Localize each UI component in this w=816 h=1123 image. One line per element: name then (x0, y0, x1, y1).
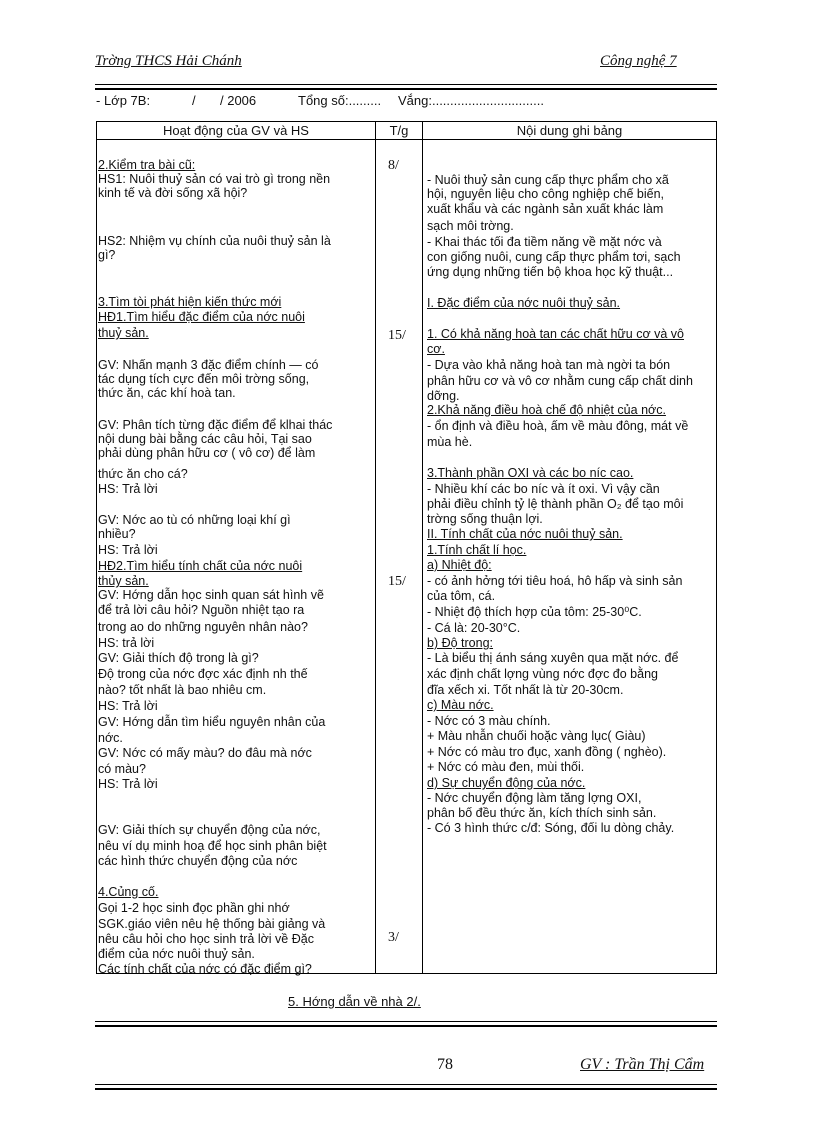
activity-line: GV: Giải thích độ trong là gì? (98, 651, 259, 665)
time-mark: 15/ (388, 574, 406, 589)
header-activities: Hoạt động của GV và HS (97, 122, 376, 140)
content-line: - Nuôi thuỷ sản cung cấp thực phẩm cho xã (427, 173, 669, 187)
activity-line: nêu câu hỏi cho học sinh trả lời về Đặc (98, 932, 314, 946)
header-time: T/g (376, 122, 423, 140)
content-line: phải điều chỉnh tỷ lệ thành phần O₂ để tạo môi (427, 497, 684, 511)
time-mark: 8/ (388, 158, 399, 173)
content-line: hội, nguyên liệu cho công nghiệp chế biến, (427, 187, 664, 201)
activity-line: để trả lời câu hỏi? Nguồn nhiệt tạo ra (98, 603, 305, 617)
activity-line: nêu ví dụ minh hoạ để học sinh phân biệt (98, 839, 327, 853)
activity-line: thức ăn cho cá? (98, 467, 188, 481)
activity-line: HS: Trả lời (98, 777, 158, 791)
content-line: của tôm, cá. (427, 589, 496, 603)
activity-line: điểm của nớc nuôi thuỷ sản. (98, 947, 255, 961)
activity-line: HS: Trả lời (98, 699, 158, 713)
content-line: - Nớc chuyển động làm tăng lợng OXI, (427, 791, 642, 805)
activity-line: HS: Trả lời (98, 543, 158, 557)
activity-line: các hình thức chuyển động của nớc (98, 854, 298, 868)
content-line: trờng sống thuận lợi. (427, 512, 543, 526)
class-label: - Lớp 7B: (96, 93, 151, 108)
school-name: Trờng THCS Hải Chánh (95, 53, 242, 69)
activity-line: GV: Hớng dẫn tìm hiểu nguyên nhân của (98, 715, 326, 729)
activity-line: SGK.giáo viên nêu hệ thống bài giảng và (98, 917, 326, 931)
content-line: xác định chất lợng vùng nớc đợc đo bằng (427, 667, 658, 681)
content-line: c) Màu nớc. (427, 698, 494, 712)
content-line: sạch môi trờng. (427, 219, 514, 233)
content-line: - có ảnh hởng tới tiêu hoá, hô hấp và sinh sản (427, 574, 683, 588)
teacher-name: GV : Trần Thị Cẩm (580, 1056, 705, 1073)
activity-line: GV: Hớng dẫn học sinh quan sát hình vẽ (98, 588, 324, 602)
activity-line: HS2: Nhiệm vụ chính của nuôi thuỷ sản là (98, 234, 331, 248)
content-line: dỡng. (427, 389, 460, 403)
activity-line: HS: trả lời (98, 636, 155, 650)
content-line: ứng dụng những tiến bộ khoa học kỹ thuật... (427, 265, 674, 279)
date-year: / 2006 (220, 93, 257, 108)
activity-line: GV: Nhấn mạnh 3 đặc điểm chính — có (98, 358, 319, 372)
activity-line: GV: Phân tích từng đặc điểm để klhai thác (98, 418, 333, 432)
content-line: 1.Tính chất lí học. (427, 543, 527, 557)
activity-line: kinh tế và đời sống xã hội? (98, 186, 248, 200)
homework-guidance: 5. Hớng dẫn về nhà 2/. (288, 994, 421, 1009)
time-mark: 15/ (388, 328, 406, 343)
activity-line: 3.Tìm tòi phát hiện kiến thức mới (98, 295, 282, 309)
activity-line: nhiều? (98, 527, 136, 541)
content-line: - ổn định và điều hoà, ấm về màu đông, mát về (427, 419, 689, 433)
absent-count: Vắng:............................... (398, 93, 544, 108)
content-line: - Nớc có 3 màu chính. (427, 714, 551, 728)
activity-line: HS1: Nuôi thuỷ sản có vai trò gì trong nền (98, 172, 331, 186)
activity-line: phải dùng phân hữu cơ ( vô cơ) để làm (98, 446, 316, 460)
content-line: 2.Khả năng điều hoà chế độ nhiệt của nớc. (427, 403, 666, 417)
activity-line: có màu? (98, 762, 146, 776)
activity-line: gì? (98, 248, 116, 262)
content-line: - Có 3 hình thức c/đ: Sóng, đối lu dòng chảy. (427, 821, 675, 835)
footer-bottom-rule (95, 1084, 717, 1085)
footer-rule-thick (95, 1025, 717, 1027)
content-line: - Nhiều khí các bo níc và ít oxi. Vì vậy cần (427, 482, 660, 496)
content-line: + Nớc có màu đen, mùi thối. (427, 760, 585, 774)
activity-line: GV: Giải thích sự chuyển động của nớc, (98, 823, 321, 837)
activity-line: Gọi 1-2 học sinh đọc phần ghi nhớ (98, 901, 290, 915)
activity-line: 2.Kiểm tra bài cũ: (98, 158, 196, 172)
content-line: con giống nuôi, cung cấp thực phẩm tơi, sạch (427, 250, 681, 264)
content-line: - Khai thác tối đa tiềm năng về mặt nớc và (427, 235, 662, 249)
activity-line: nớc. (98, 731, 123, 745)
table-header-row (97, 122, 717, 140)
content-line: phân bố đều thức ăn, kích thích sinh sản. (427, 806, 657, 820)
activity-line: HS: Trả lời (98, 482, 158, 496)
activity-line: GV: Nớc ao tù có những loại khí gì (98, 513, 291, 527)
activity-line: nội dung bài bằng các câu hỏi, Tại sao (98, 432, 312, 446)
date-slash: / (192, 93, 196, 108)
content-line: I. Đặc điểm của nớc nuôi thuỷ sản. (427, 296, 621, 310)
content-line: phân hữu cơ và vô cơ nhằm cung cấp chất dinh (427, 374, 693, 388)
activity-line: 4.Củng cố. (98, 885, 159, 899)
content-line: + Nớc có màu tro đục, xanh đồng ( nghèo). (427, 745, 667, 759)
time-column (376, 140, 422, 973)
content-line: mùa hè. (427, 435, 473, 449)
activity-line: HĐ2.Tìm hiểu tính chất của nớc nuôi (98, 559, 303, 573)
content-line: - Dựa vào khả năng hoà tan mà ngời ta bón (427, 358, 671, 372)
content-column (423, 140, 716, 973)
header-content: Nội dung ghi bảng (423, 122, 717, 140)
content-line: b) Độ trong: (427, 636, 494, 650)
header-rule-thick (95, 88, 717, 90)
activity-line: thủy sản. (98, 574, 149, 588)
content-line: + Màu nhẫn chuối hoặc vàng lục( Giàu) (427, 729, 646, 743)
activity-line: thức ăn, các khí hoà tan. (98, 386, 236, 400)
activity-line: HĐ1.Tìm hiểu đặc điểm của nớc nuôi (98, 310, 305, 324)
content-line: 1. Có khả năng hoà tan các chất hữu cơ và vô (427, 327, 685, 341)
activity-line: trong ao do những nguyên nhân nào? (98, 620, 308, 634)
activity-line: Các tính chất của nớc có đặc điểm gì? (98, 962, 312, 976)
content-line: - Nhiệt độ thích hợp của tôm: 25-30⁰C. (427, 605, 642, 619)
page-number: 78 (437, 1056, 453, 1073)
content-line: II. Tính chất của nớc nuôi thuỷ sản. (427, 527, 623, 541)
subject-name: Công nghệ 7 (600, 53, 677, 69)
activity-line: thuỷ sản. (98, 326, 149, 340)
footer-bottom-rule-thick (95, 1088, 717, 1090)
time-mark: 3/ (388, 930, 399, 945)
content-line: d) Sự chuyển động của nớc. (427, 776, 586, 790)
activity-line: GV: Nớc có mấy màu? do đâu mà nớc (98, 746, 312, 760)
content-line: xuất khẩu và các ngành sản xuất khác làm (427, 202, 664, 216)
activity-line: nào? tốt nhất là bao nhiêu cm. (98, 683, 267, 697)
content-line: a) Nhiệt độ: (427, 558, 492, 572)
total-count: Tổng số:......... (298, 93, 382, 108)
lesson-table (96, 121, 717, 974)
activities-column (97, 140, 375, 976)
activity-line: tác dụng tích cực đến môi trờng sống, (98, 372, 310, 386)
content-line: cơ. (427, 342, 445, 356)
content-line: đĩa xếch xi. Tốt nhất là từ 20-30cm. (427, 683, 624, 697)
table-body-row (97, 140, 717, 974)
content-line: - Cá là: 20-30°C. (427, 621, 521, 635)
content-line: - Là biểu thị ánh sáng xuyên qua mặt nớc. để (427, 651, 679, 665)
activity-line: Độ trong của nớc đợc xác định nh thế (98, 667, 308, 681)
content-line: 3.Thành phần OXI và các bo níc cao. (427, 466, 634, 480)
footer-rule (95, 1021, 717, 1022)
header-rule (95, 84, 717, 85)
